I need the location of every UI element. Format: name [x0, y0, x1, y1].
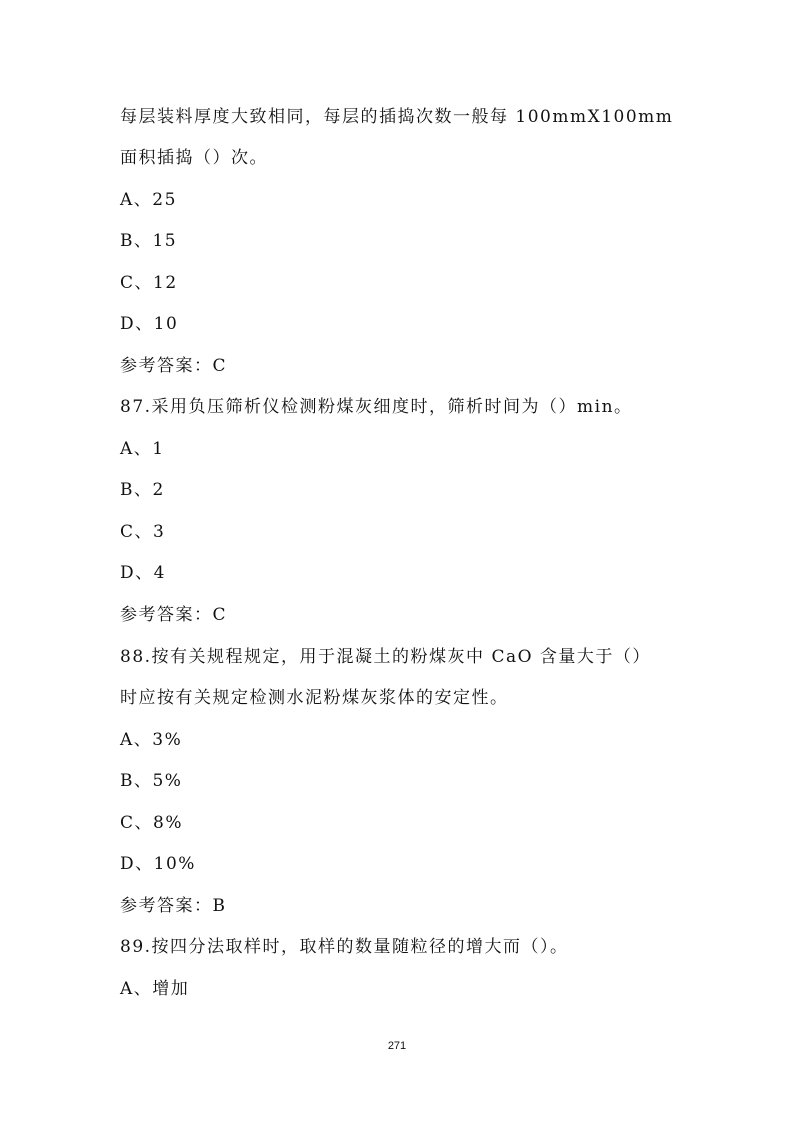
question-89-option-a: A、增加 [120, 979, 190, 999]
question-86-answer: 参考答案：C [120, 356, 228, 376]
question-88-option-a: A、3% [120, 730, 183, 750]
question-89-stem: 89.按四分法取样时，取样的数量随粒径的增大而（）。 [120, 937, 569, 957]
question-87-option-c: C、3 [120, 522, 166, 542]
question-88-option-c: C、8% [120, 813, 183, 833]
question-88-option-d: D、10% [120, 854, 196, 874]
question-86-option-c: C、12 [120, 273, 178, 293]
page-number: 271 [387, 1040, 407, 1052]
question-86-stem-line-1: 每层装料厚度大致相同，每层的插捣次数一般每 100mmX100mm [120, 107, 674, 127]
question-87-option-b: B、2 [120, 480, 165, 500]
question-87-stem: 87.采用负压筛析仪检测粉煤灰细度时，筛析时间为（）min。 [120, 397, 633, 417]
question-86-option-b: B、15 [120, 231, 178, 251]
question-88-answer: 参考答案：B [120, 896, 227, 916]
question-86-option-d: D、10 [120, 314, 179, 334]
question-88-stem-line-2: 时应按有关规定检测水泥粉煤灰浆体的安定性。 [120, 688, 509, 708]
question-86-option-a: A、25 [120, 190, 177, 210]
question-87-answer: 参考答案：C [120, 605, 228, 625]
question-88-option-b: B、5% [120, 771, 183, 791]
question-88-stem-line-1: 88.按有关规程规定，用于混凝土的粉煤灰中 CaO 含量大于（） [120, 647, 651, 667]
question-87-option-d: D、4 [120, 563, 166, 583]
question-87-option-a: A、1 [120, 439, 165, 459]
question-86-stem-line-2: 面积插捣（）次。 [120, 148, 268, 168]
